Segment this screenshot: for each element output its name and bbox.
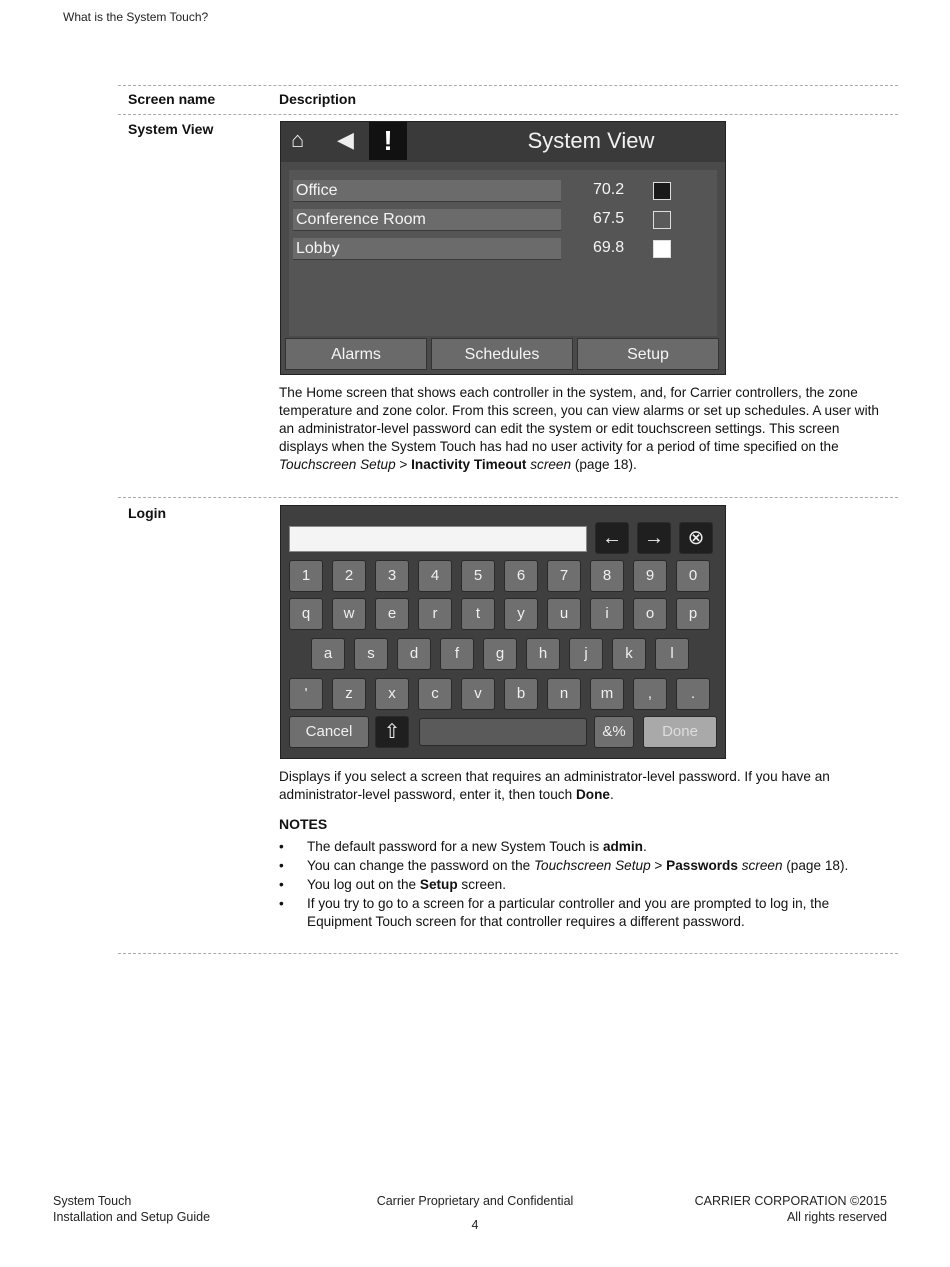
left-arrow-icon: ← bbox=[595, 522, 629, 554]
system-view-title: System View bbox=[527, 128, 655, 153]
key-a: a bbox=[311, 638, 345, 670]
zone-lobby-temp: 69.8 bbox=[593, 239, 625, 256]
key-0: 0 bbox=[676, 560, 710, 592]
footer-product: System Touch bbox=[53, 1194, 132, 1208]
notes-list bbox=[279, 838, 891, 932]
row-label-system-view: System View bbox=[128, 121, 214, 137]
zone-conference-room-color-swatch bbox=[653, 211, 671, 229]
key-x: x bbox=[375, 678, 409, 710]
key-g: g bbox=[483, 638, 517, 670]
key-c: c bbox=[418, 678, 452, 710]
header-rule bbox=[118, 114, 898, 115]
key-p: p bbox=[676, 598, 710, 630]
key-6: 6 bbox=[504, 560, 538, 592]
row-label-login: Login bbox=[128, 505, 167, 521]
shift-icon: ⇧ bbox=[375, 716, 409, 748]
key-apostrophe: ' bbox=[289, 678, 323, 710]
zone-office-color-swatch bbox=[653, 182, 671, 200]
key-8: 8 bbox=[590, 560, 624, 592]
note-item: • If you try to go to a screen for a particular controller and you are prompted to log in, the Equipment Touch screen for that controller requires a different password. bbox=[279, 895, 891, 931]
key-1: 1 bbox=[289, 560, 323, 592]
alarms-button: Alarms bbox=[285, 338, 427, 370]
symbols-key: &% bbox=[594, 716, 634, 748]
key-y: y bbox=[504, 598, 538, 630]
key-i: i bbox=[590, 598, 624, 630]
key-d: d bbox=[397, 638, 431, 670]
key-s: s bbox=[354, 638, 388, 670]
table-top-rule bbox=[118, 85, 898, 86]
key-z: z bbox=[332, 678, 366, 710]
system-view-screenshot bbox=[280, 121, 726, 375]
key-b: b bbox=[504, 678, 538, 710]
page-number: 4 bbox=[471, 1218, 479, 1232]
back-arrow-icon: ◀ bbox=[337, 127, 354, 152]
key-3: 3 bbox=[375, 560, 409, 592]
key-u: u bbox=[547, 598, 581, 630]
alert-icon: ! bbox=[369, 122, 407, 160]
login-keyboard-screenshot bbox=[280, 505, 726, 759]
row-rule bbox=[118, 497, 898, 498]
key-comma: , bbox=[633, 678, 667, 710]
key-7: 7 bbox=[547, 560, 581, 592]
key-5: 5 bbox=[461, 560, 495, 592]
footer-copyright: CARRIER CORPORATION ©2015 bbox=[694, 1194, 887, 1208]
zone-conference-room: Conference Room bbox=[293, 209, 561, 231]
zone-office: Office bbox=[293, 180, 561, 202]
home-icon: ⌂ bbox=[291, 127, 305, 152]
zone-lobby: Lobby bbox=[293, 238, 561, 260]
key-v: v bbox=[461, 678, 495, 710]
key-j: j bbox=[569, 638, 603, 670]
footer-rights: All rights reserved bbox=[786, 1210, 887, 1224]
key-t: t bbox=[461, 598, 495, 630]
running-header: What is the System Touch? bbox=[63, 10, 209, 24]
key-4: 4 bbox=[418, 560, 452, 592]
note-item: • You log out on the Setup screen. bbox=[279, 876, 891, 894]
key-o: o bbox=[633, 598, 667, 630]
key-m: m bbox=[590, 678, 624, 710]
zone-office-temp: 70.2 bbox=[593, 181, 625, 198]
table-bottom-rule bbox=[118, 953, 898, 954]
key-n: n bbox=[547, 678, 581, 710]
cancel-key: Cancel bbox=[289, 716, 369, 748]
column-header-description: Description bbox=[279, 91, 357, 107]
right-arrow-icon: → bbox=[637, 522, 671, 554]
key-e: e bbox=[375, 598, 409, 630]
footer-right bbox=[695, 1193, 887, 1225]
clear-icon: ⊗ bbox=[679, 522, 713, 554]
key-q: q bbox=[289, 598, 323, 630]
notes-heading: NOTES bbox=[279, 816, 328, 832]
schedules-button: Schedules bbox=[431, 338, 573, 370]
setup-button: Setup bbox=[577, 338, 719, 370]
system-view-titlebar bbox=[281, 122, 725, 162]
footer-guide: Installation and Setup Guide bbox=[53, 1210, 211, 1224]
space-key bbox=[419, 718, 587, 746]
zone-lobby-color-swatch bbox=[653, 240, 671, 258]
note-item: • You can change the password on the Touchscreen Setup > Passwords screen (page 18). bbox=[279, 857, 891, 875]
system-view-button-bar bbox=[285, 338, 721, 370]
key-h: h bbox=[526, 638, 560, 670]
key-f: f bbox=[440, 638, 474, 670]
key-l: l bbox=[655, 638, 689, 670]
column-header-screen-name: Screen name bbox=[128, 91, 216, 107]
system-view-description: The Home screen that shows each controller in the system, and, for Carrier controllers, the zone temperature and zone color. From this screen, you can view alarms or set up schedules. A user with an administrator-level password can edit the system or edit touchscreen settings. This screen displays when the System Touch has had no user activity for a period of time specified on the Touchscreen Setup > Inactivity Timeout screen (page 18). bbox=[279, 385, 879, 472]
password-field bbox=[289, 526, 587, 552]
key-r: r bbox=[418, 598, 452, 630]
zone-conference-room-temp: 67.5 bbox=[593, 210, 625, 227]
key-2: 2 bbox=[332, 560, 366, 592]
done-key: Done bbox=[643, 716, 717, 748]
key-9: 9 bbox=[633, 560, 667, 592]
footer-confidential: Carrier Proprietary and Confidential bbox=[376, 1194, 574, 1208]
login-description: Displays if you select a screen that requires an administrator-level password. If you have an administrator-level password, enter it, then touch Done. bbox=[279, 769, 830, 802]
key-period: . bbox=[676, 678, 710, 710]
key-w: w bbox=[332, 598, 366, 630]
key-k: k bbox=[612, 638, 646, 670]
note-item: • The default password for a new System Touch is admin. bbox=[279, 838, 891, 856]
zone-list bbox=[289, 170, 717, 336]
